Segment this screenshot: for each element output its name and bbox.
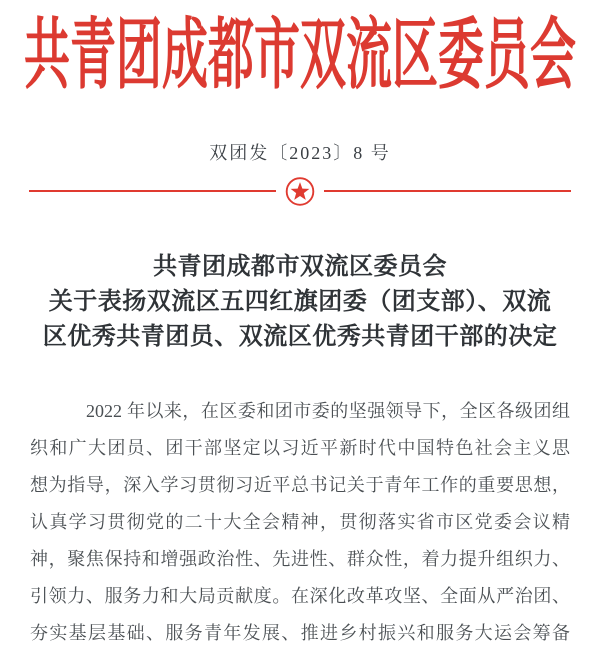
star-icon [276,176,324,206]
red-separator [29,176,571,206]
issuing-org-title: 共青团成都市双流区委员会 [24,11,576,98]
body-line: 神，聚焦保持和增强政治性、先进性、群众性，着力提升组织力、 [30,549,570,569]
document-body [30,393,570,652]
title-line: 共青团成都市双流区委员会 [153,254,447,280]
body-line: 引领力、服务力和大局贡献度。在深化改革攻坚、全面从严治团、 [30,586,570,606]
letterhead [0,0,600,96]
title-line: 关于表扬双流区五四红旗团委（团支部）、双流 [48,289,552,315]
document-title [30,250,570,355]
body-line: 想为指导，深入学习贯彻习近平总书记关于青年工作的重要思想， [30,475,570,495]
body-line: 织和广大团员、团干部坚定以习近平新时代中国特色社会主义思 [30,438,570,458]
body-line: 认真学习贯彻党的二十大全会精神，贯彻落实省市区党委会议精 [30,512,570,532]
body-line: 夯实基层基础、服务青年发展、推进乡村振兴和服务大运会筹备 [30,623,570,643]
separator-line-left [29,190,276,193]
separator-line-right [324,190,571,193]
body-line: 2022 年以来，在区委和团市委的坚强领导下，全区各级团组 [86,401,570,421]
title-line: 区优秀共青团员、双流区优秀共青团干部的决定 [42,324,558,350]
document-number: 双团发〔2023〕8 号 [209,143,391,163]
